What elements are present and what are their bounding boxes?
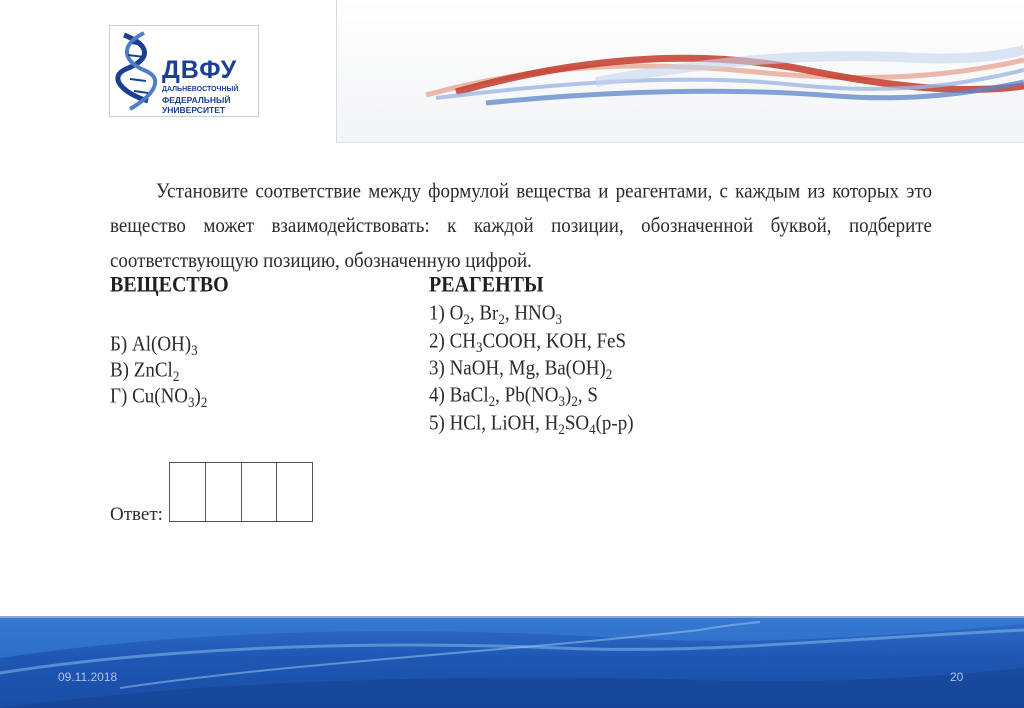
answer-cell[interactable] bbox=[170, 463, 206, 521]
answer-grid bbox=[169, 462, 313, 522]
footer-date: 09.11.2018 bbox=[58, 670, 118, 684]
task-instructions: Установите соответствие между формулой вещества и реагентами, с каждым из которых это вещество может взаимодействовать: к каждой позиции, обозначенной буквой, подберите соответствующую позицию, обозначенную цифрой. bbox=[110, 179, 932, 273]
page-number: 20 bbox=[950, 670, 964, 684]
logo-abbreviation: ДВФУ bbox=[162, 56, 238, 84]
reagent-item-5: 5) HCl, LiOH, $H_2SO_4(р-р)$ bbox=[429, 412, 634, 438]
logo-line-1: ДАЛЬНЕВОСТОЧНЫЙ bbox=[162, 86, 239, 93]
reagent-item-3: 3) NaOH, Mg, $Ba(OH)_2$ bbox=[429, 357, 613, 383]
substance-item-g: Г) $Cu(NO_3)_2$ bbox=[110, 385, 208, 411]
reagent-item-2: 2) $CH_3COOH$, KOH, FeS bbox=[429, 330, 627, 356]
answer-label: Ответ: bbox=[110, 504, 163, 525]
footer-waves bbox=[0, 618, 1024, 708]
university-logo bbox=[109, 25, 259, 117]
logo-line-3: УНИВЕРСИТЕТ bbox=[162, 105, 226, 115]
helix-logo-icon bbox=[114, 29, 164, 115]
logo-line-2: ФЕДЕРАЛЬНЫЙ bbox=[162, 95, 231, 105]
substance-item-v: В) ZnCl$_2$ bbox=[110, 359, 180, 385]
footer bbox=[0, 618, 1024, 708]
substance-item-b: Б) $Al(OH)_3$ bbox=[110, 333, 198, 359]
answer-cell[interactable] bbox=[277, 463, 312, 521]
reagent-item-4: 4) BaCl$_2$, $Pb(NO_3)_2$, S bbox=[429, 384, 598, 410]
header-waves bbox=[336, 0, 1024, 142]
substance-heading: ВЕЩЕСТВО bbox=[110, 273, 229, 298]
answer-cell[interactable] bbox=[242, 463, 278, 521]
reagents-heading: РЕАГЕНТЫ bbox=[429, 273, 544, 298]
answer-cell[interactable] bbox=[206, 463, 242, 521]
reagent-item-1: 1) $O_2$, $Br_2$, $HNO_3$ bbox=[429, 302, 562, 328]
